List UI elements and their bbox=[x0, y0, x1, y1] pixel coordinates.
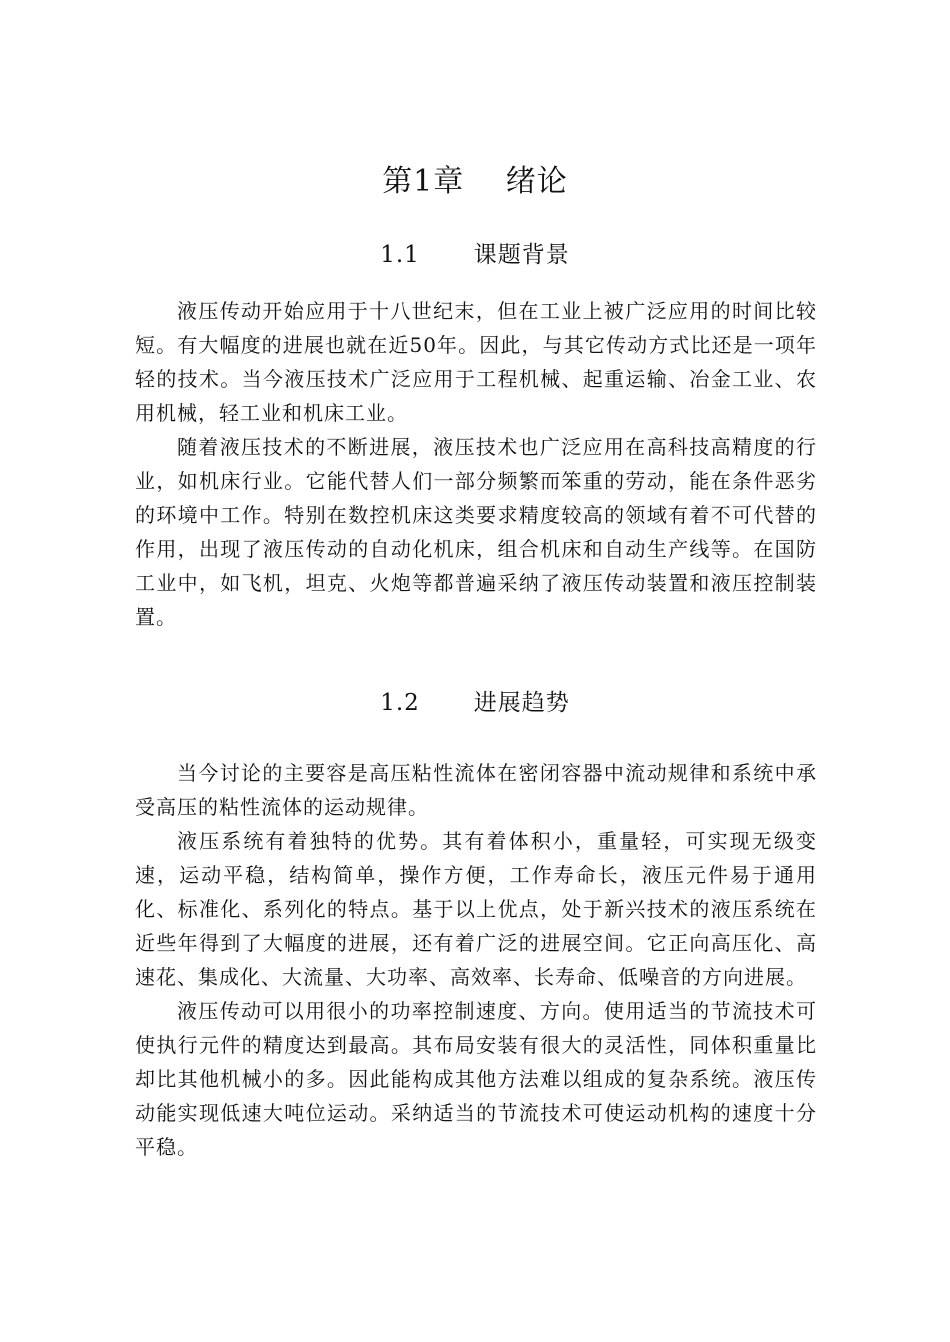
section-heading-1-1 bbox=[0, 237, 950, 273]
section-title: 进展趋势 bbox=[473, 690, 570, 716]
paragraph: 液压系统有着独特的优势。其有着体积小，重量轻，可实现无级变速，运动平稳，结构简单，操作方便，工作寿命长，液压元件易于通用化、标准化、系列化的特点。基于以上优点，处于新兴技术的液压系统在近些年得到了大幅度的进展，还有着广泛的进展空间。它正向高压化、高速花、集成化、大流量、大功率、高效率、长寿命、低噪音的方向进展。 bbox=[135, 829, 817, 989]
paragraph: 当今讨论的主要容是高压粘性流体在密闭容器中流动规律和系统中承受高压的粘性流体的运动规律。 bbox=[135, 761, 817, 819]
section-heading-1-2 bbox=[0, 685, 950, 721]
section-body-1-1 bbox=[135, 294, 817, 634]
section-number: 1.1 bbox=[380, 242, 420, 268]
section-title: 课题背景 bbox=[473, 242, 570, 268]
paragraph: 随着液压技术的不断进展，液压技术也广泛应用在高科技高精度的行业，如机床行业。它能代替人们一部分频繁而笨重的劳动，能在条件恶劣的环境中工作。特别在数控机床这类要求精度较高的领域有着不可代替的作用，出现了液压传动的自动化机床，组合机床和自动生产线等。在国防工业中，如飞机，坦克、火炮等都普遍采纳了液压传动装置和液压控制装置。 bbox=[135, 435, 817, 629]
section-number: 1.2 bbox=[380, 690, 420, 716]
paragraph: 液压传动开始应用于十八世纪末，但在工业上被广泛应用的时间比较短。有大幅度的进展也就在近50年。因此，与其它传动方式比还是一项年轻的技术。当今液压技术广泛应用于工程机械、起重运输、冶金工业、农用机械，轻工业和机床工业。 bbox=[135, 299, 817, 425]
section-body-1-2 bbox=[135, 756, 817, 1164]
paragraph: 液压传动可以用很小的功率控制速度、方向。使用适当的节流技术可使执行元件的精度达到最高。其布局安装有很大的灵活性，同体积重量比却比其他机械小的多。因此能构成其他方法难以组成的复杂系统。液压传动能实现低速大吨位运动。采纳适当的节流技术可使运动机构的速度十分平稳。 bbox=[135, 999, 817, 1159]
chapter-title: 第1章 绪论 bbox=[382, 164, 568, 199]
